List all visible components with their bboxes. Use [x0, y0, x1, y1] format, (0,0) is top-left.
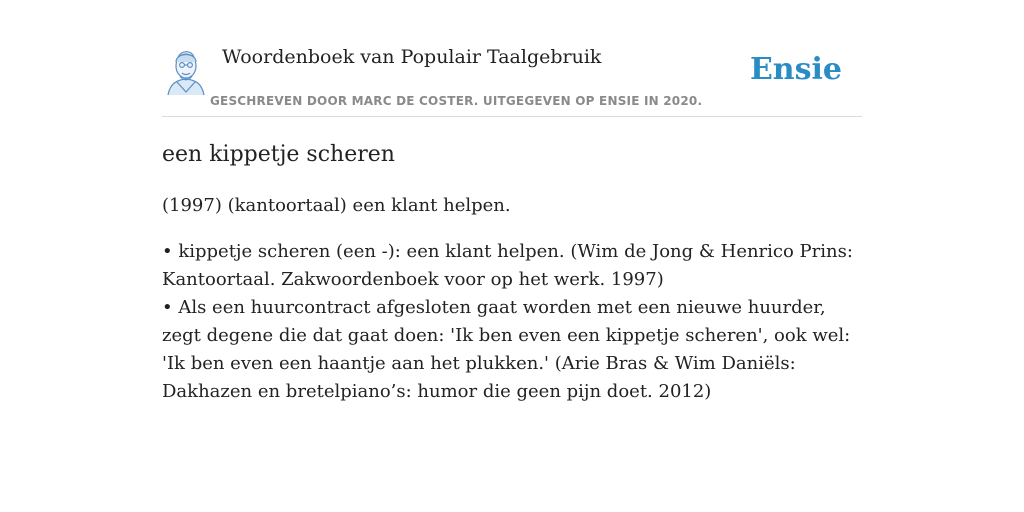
quote-item: • kippetje scheren (een -): een klant helpen. (Wim de Jong & Henrico Prins: Kantoortaal. Zakwoordenboek voor op het werk. 1997) [162, 241, 853, 290]
book-header [162, 40, 862, 117]
author-portrait-icon[interactable] [164, 46, 208, 96]
entry-term: een kippetje scheren [162, 142, 395, 167]
book-title[interactable]: Woordenboek van Populair Taalgebruik [222, 46, 602, 68]
entry-definition: (1997) (kantoortaal) een klant helpen. [162, 195, 511, 216]
quote-item: • Als een huurcontract afgesloten gaat worden met een nieuwe huurder, zegt degene die dat gaat doen: 'Ik ben even een kippetje scheren', ook wel: 'Ik ben even een haantje aan het plukken.' (Arie Bras & Wim Daniëls: Dakhazen en bretelpiano’s: humor die geen pijn doet. 2012) [162, 297, 851, 402]
entry-content [162, 138, 862, 406]
ensie-logo-link[interactable]: Ensie [749, 52, 842, 87]
author-byline: GESCHREVEN DOOR MARC DE COSTER. UITGEGEVEN OP ENSIE IN 2020. [210, 94, 703, 108]
entry-quotes [162, 238, 862, 406]
